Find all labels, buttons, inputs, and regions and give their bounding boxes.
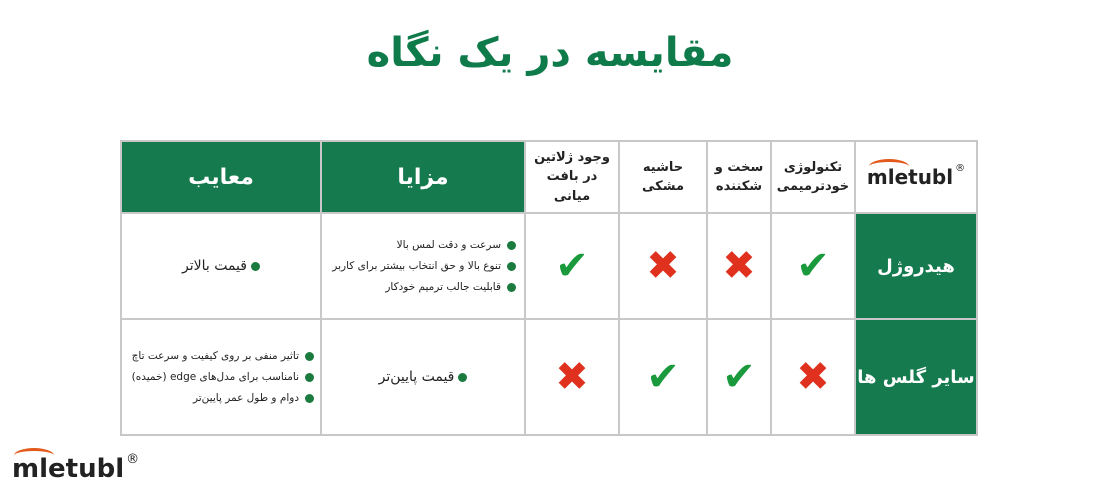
bullet-dot xyxy=(507,241,516,250)
brand-name: mletubl xyxy=(866,165,954,189)
row2-self-healing-cell xyxy=(772,320,856,434)
bullet-dot xyxy=(305,394,314,403)
check-icon: ✔ xyxy=(646,354,680,400)
row1-label: هیدروژل xyxy=(856,214,976,320)
bullet-dot xyxy=(507,283,516,292)
cross-icon: ✖ xyxy=(722,243,756,289)
row2-gelatin-cell xyxy=(526,320,620,434)
row1-advantages xyxy=(322,214,526,320)
header-gelatin: وجود ژلاتین در بافت میانی xyxy=(526,142,620,214)
list-item xyxy=(330,239,516,251)
check-icon: ✔ xyxy=(555,243,589,289)
row2-advantages xyxy=(322,320,526,434)
list-item xyxy=(128,392,314,404)
row1-advantage-1: سرعت و دقت لمس بالا xyxy=(396,239,501,251)
cross-icon: ✖ xyxy=(646,243,680,289)
list-item xyxy=(128,350,314,362)
row1-black-border-cell xyxy=(620,214,708,320)
header-black-border: حاشیه مشکی xyxy=(620,142,708,214)
header-advantages: مزایا xyxy=(322,142,526,214)
footer-brand-logo xyxy=(12,454,139,484)
row1-advantage-3: قابلیت جالب ترمیم خودکار xyxy=(385,281,501,293)
header-disadvantages: معایب xyxy=(122,142,322,214)
brand-name: mletubl xyxy=(12,454,125,484)
list-item xyxy=(128,371,314,383)
header-brand-logo xyxy=(856,142,976,214)
page-title: مقایسه در یک نگاه xyxy=(366,30,734,76)
row2-black-border-cell xyxy=(620,320,708,434)
header-hard-breakable: سخت و شکننده xyxy=(708,142,772,214)
list-item xyxy=(330,281,516,293)
row2-disadvantage-1: تاثیر منفی بر روی کیفیت و سرعت تاچ xyxy=(131,350,299,362)
row2-disadvantage-2: نامناسب برای مدل‌های edge (خمیده) xyxy=(131,371,299,383)
row1-hard-breakable-cell xyxy=(708,214,772,320)
row1-advantage-2: تنوع بالا و حق انتخاب بیشتر برای کاربر xyxy=(332,260,501,272)
bullet-dot xyxy=(251,262,260,271)
row2-label: سایر گلس ها xyxy=(856,320,976,434)
row2-disadvantages xyxy=(122,320,322,434)
bullet-dot xyxy=(305,352,314,361)
comparison-table xyxy=(120,140,978,436)
cross-icon: ✖ xyxy=(796,354,830,400)
cross-icon: ✖ xyxy=(555,354,589,400)
row1-self-healing-cell xyxy=(772,214,856,320)
list-item xyxy=(330,260,516,272)
bullet-dot xyxy=(305,373,314,382)
row2-hard-breakable-cell xyxy=(708,320,772,434)
row1-gelatin-cell xyxy=(526,214,620,320)
check-icon: ✔ xyxy=(796,243,830,289)
header-self-healing: تکنولوژی خودترمیمی xyxy=(772,142,856,214)
row1-disadvantage-1: قیمت بالاتر xyxy=(182,258,247,274)
row2-advantage-1: قیمت پایین‌تر xyxy=(378,369,455,385)
bullet-dot xyxy=(458,373,467,382)
bullet-dot xyxy=(507,262,516,271)
check-icon: ✔ xyxy=(722,354,756,400)
row2-disadvantage-3: دوام و طول عمر پایین‌تر xyxy=(192,392,299,404)
row1-disadvantages xyxy=(122,214,322,320)
registered-mark: ® xyxy=(955,163,966,174)
registered-mark: ® xyxy=(126,452,140,467)
